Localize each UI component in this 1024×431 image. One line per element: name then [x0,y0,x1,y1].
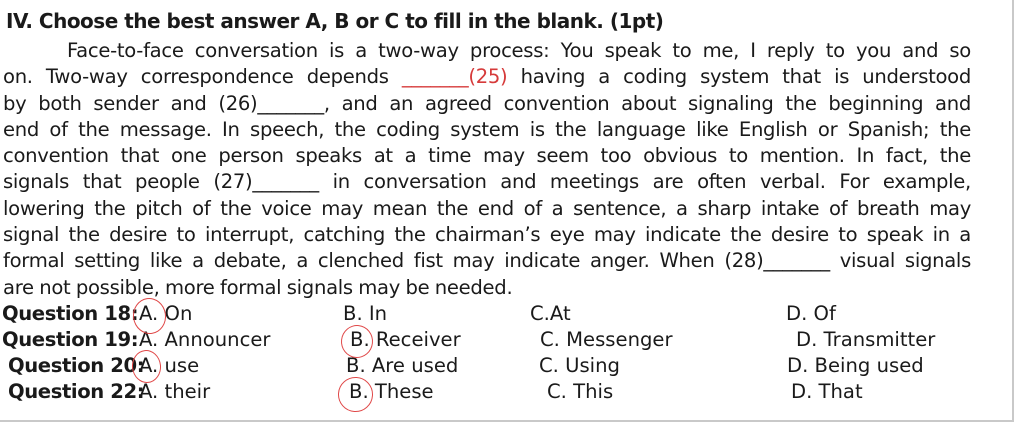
question-label: Question 20: [8,354,145,377]
option-b[interactable]: B. Are used [346,354,459,377]
passage-line: signal the desire to interrupt, catching the chairman’s eye may indicate the desire to speak in a [3,223,971,247]
option-b[interactable]: B. These [349,380,434,403]
question-label: Question 22: [8,380,145,403]
option-c[interactable]: C. Using [539,354,620,377]
passage-line: formal setting like a debate, a clenched fist may indicate anger. When (28)_______ visual signals [3,249,971,273]
passage-line [3,64,971,90]
question-row-20 [0,354,1000,380]
passage-line: by both sender and (26)_______, and an agreed convention about signaling the beginning and [3,91,971,115]
option-b[interactable]: B. Receiver [350,328,461,351]
passage-line: Face-to-face conversation is a two-way process: You speak to me, I reply to you and so [67,39,971,62]
passage-line: lowering the pitch of the voice may mean the end of a sentence, a sharp intake of breath may [3,196,971,220]
passage-text: on. Two-way correspondence depends [3,65,402,89]
question-row-18 [0,302,1000,328]
passage-line: end of the message. In speech, the coding system is the language like English or Spanish; the [3,117,971,141]
option-c[interactable]: C. This [547,380,614,403]
question-row-22 [0,380,1000,406]
option-d[interactable]: D. Being used [787,354,924,377]
passage-text: having a coding system that is understood [507,65,971,89]
question-row-19 [0,328,1000,354]
option-b[interactable]: B. In [343,302,388,325]
passage-line: signals that people (27)_______ in conversation and meetings are often verbal. For example, [3,170,971,194]
option-a[interactable]: A. use [139,354,200,377]
passage-line: convention that one person speaks at a time may seem too obvious to mention. In fact, the [3,144,971,168]
section-heading: IV. Choose the best answer A, B or C to fill in the blank. (1pt) [6,9,664,33]
option-c[interactable]: C.At [530,302,571,325]
question-label: Question 19: [2,328,139,351]
question-label: Question 18: [2,302,139,325]
option-a[interactable]: A. their [139,380,211,403]
blank-25: _______(25) [401,65,508,89]
option-c[interactable]: C. Messenger [540,328,673,351]
option-a[interactable]: A. On [139,302,193,325]
option-d[interactable]: D. That [791,380,863,403]
option-d[interactable]: D. Of [786,302,836,325]
passage-line: are not possible, more formal signals may be needed. [3,275,513,299]
option-d[interactable]: D. Transmitter [796,328,936,351]
option-a[interactable]: A. Announcer [139,328,271,351]
reading-passage [3,38,971,301]
